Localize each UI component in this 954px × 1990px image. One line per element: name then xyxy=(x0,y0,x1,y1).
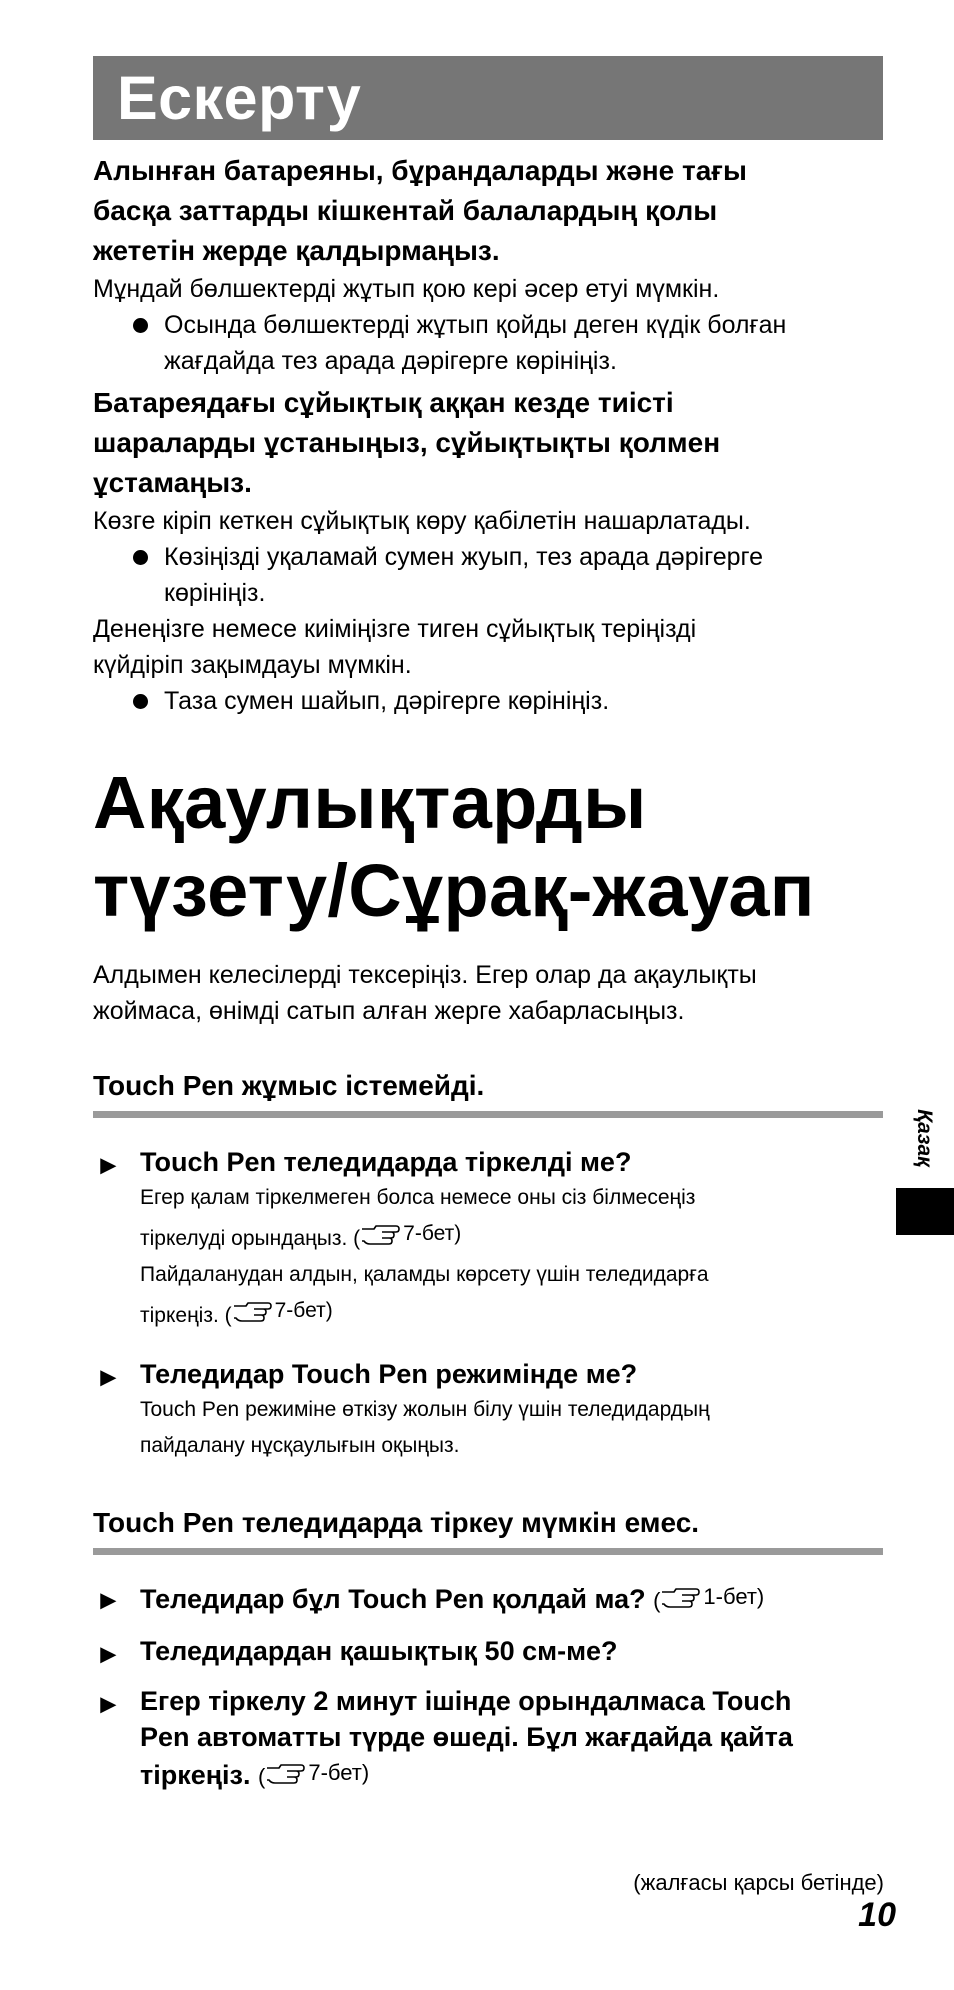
caution-text-swallow: Мұндай бөлшектерді жұтып қою кері әсер етуі мүмкін. xyxy=(93,275,720,303)
section-heading-cannot-register: Touch Pen теледидарда тіркеу мүмкін емес. xyxy=(93,1504,883,1555)
triangle-right-icon: ► xyxy=(95,1585,122,1615)
answer-text: Егер қалам тіркелмеген болса немесе оны сіз білмесеңіз тіркелуді орындаңыз. ( 7-бет) Пайдаланудан алдын, қаламды көрсету үшін теледидарға тіркеңіз. ( 7-бет) xyxy=(140,1186,709,1327)
pointing-hand-icon xyxy=(360,1223,400,1245)
triangle-right-icon: ► xyxy=(95,1689,122,1719)
bullet-dot-icon xyxy=(133,550,148,565)
bullet-item: Көзіңізді уқаламай сумен жуып, тез арада дәрігерге көрініңіз. xyxy=(93,539,883,611)
page-reference: 1-бет) xyxy=(660,1579,764,1615)
pointing-hand-icon xyxy=(232,1300,272,1322)
question-item xyxy=(93,1579,883,1619)
page-number: 10 xyxy=(858,1896,896,1934)
question-text: Touch Pen теледидарда тіркелді ме? xyxy=(140,1147,632,1177)
question-text: Теледидардан қашықтық 50 см-ме? xyxy=(140,1636,618,1666)
bullet-dot-icon xyxy=(133,318,148,333)
question-text: Теледидар Touch Pen режимінде ме? xyxy=(140,1359,638,1389)
section-heading-not-working: Touch Pen жұмыс істемейді. xyxy=(93,1067,883,1118)
question-text: Теледидар бұл Touch Pen қолдай ма? ( 1-бет) xyxy=(140,1579,883,1619)
pointing-hand-icon xyxy=(660,1586,700,1608)
caution-heading-leak: Батареядағы сұйықтық аққан кезде тиісті шараларды ұстаныңыз, сұйықтықты қолмен ұстамаңыз. xyxy=(93,387,721,498)
troubleshooting-intro: Алдымен келесілерді тексеріңіз. Егер олар да ақаулықты жоймаса, өнімді сатып алған жерге хабарласыңыз. xyxy=(93,961,757,1025)
pointing-hand-icon xyxy=(265,1762,305,1784)
question-text: Егер тіркелу 2 минут ішінде орындалмаса Touch Pen автоматты түрде өшеді. Бұл жағдайда қайта тіркеңіз. ( 7-бет) xyxy=(140,1686,793,1790)
bullet-dot-icon xyxy=(133,694,148,709)
bullet-item: Осында бөлшектерді жұтып қойды деген күдік болған жағдайда тез арада дәрігерге көрініңіз. xyxy=(93,307,883,379)
caution-text-eyes: Көзге кіріп кеткен сұйықтық көру қабілетін нашарлатады. xyxy=(93,507,751,535)
question-item xyxy=(93,1683,883,1795)
question-item xyxy=(93,1144,883,1334)
caution-title: Ескерту xyxy=(117,63,362,132)
answer-text: Touch Pen режиміне өткізу жолын білу үшін теледидардың пайдалану нұсқаулығын оқыңыз. xyxy=(140,1398,710,1457)
troubleshooting-title: Ақаулықтарды түзету/Сұрақ-жауап xyxy=(93,761,815,932)
page-reference: 7-бет) xyxy=(265,1755,369,1791)
question-item xyxy=(93,1633,883,1669)
language-tab-marker xyxy=(896,1188,954,1235)
triangle-right-icon: ► xyxy=(95,1362,122,1392)
triangle-right-icon: ► xyxy=(95,1150,122,1180)
page-content xyxy=(93,56,883,1795)
triangle-right-icon: ► xyxy=(95,1639,122,1669)
caution-heading-children: Алынған батареяны, бұрандаларды және тағы басқа заттарды кішкентай балалардың қолы жететін жерде қалдырмаңыз. xyxy=(93,155,747,266)
language-label: Қазақ xyxy=(913,1109,936,1167)
page-reference: 7-бет) xyxy=(360,1216,461,1252)
question-item xyxy=(93,1356,883,1464)
caution-banner xyxy=(93,56,883,140)
continued-note: (жалғасы қарсы бетінде) xyxy=(633,1870,884,1895)
page-reference: 7-бет) xyxy=(232,1293,333,1329)
caution-text-skin: Денеңізге немесе киіміңізге тиген сұйықтық теріңізді күйдіріп зақымдауы мүмкін. xyxy=(93,615,697,679)
bullet-item: Таза сумен шайып, дәрігерге көрініңіз. xyxy=(93,683,883,719)
